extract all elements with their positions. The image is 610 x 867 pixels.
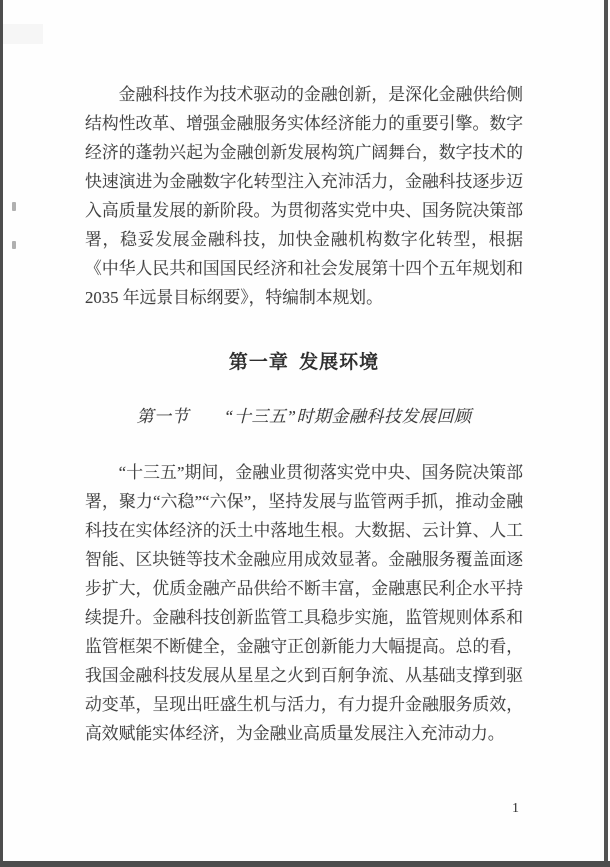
chapter-heading: 第一章 发展环境 [228, 352, 380, 373]
review-paragraph: “十三五”期间，金融业贯彻落实党中央、国务院决策部署，聚力“六稳”“六保”，坚持发展与监管两手抓，推动金融科技在实体经济的沃土中落地生根。大数据、云计算、人工智能、区块链等技术金融应用成效显著。金融服务覆盖面逐步扩大，优质金融产品供给不断丰富，金融惠民利企水平持续提升。金融科技创新监管工具稳步实施，监管规则体系和监管框架不断健全，金融守正创新能力大幅提高。总的看，我国金融科技发展从星星之火到百舸争流、从基础支撑到驱动变革，呈现出旺盛生机与活力，有力提升金融服务质效，高效赋能实体经济，为金融业高质量发展注入充沛动力。 [85, 463, 523, 743]
scan-edge-right [604, 0, 608, 867]
scan-artifact [12, 241, 16, 249]
scan-artifact [12, 202, 16, 211]
intro-paragraph: 金融科技作为技术驱动的金融创新，是深化金融供给侧结构性改革、增强金融服务实体经济能力的重要引擎。数字经济的蓬勃兴起为金融创新发展构筑广阔舞台，数字技术的快速演进为金融数字化转型注入充沛活力，金融科技逐步迈入高质量发展的新阶段。为贯彻落实党中央、国务院决策部署，稳妥发展金融科技，加快金融机构数字化转型，根据《中华人民共和国国民经济和社会发展第十四个五年规划和 2035 年远景目标纲要》，特编制本规划。 [85, 85, 523, 307]
scan-edge-left [0, 0, 3, 867]
scan-corner-notch [3, 24, 43, 44]
page-content [85, 80, 523, 748]
page-number: 1 [512, 801, 519, 816]
scan-edge-bottom [0, 861, 610, 867]
section-heading: 第一节 “十三五”时期金融科技发展回顾 [136, 407, 472, 426]
